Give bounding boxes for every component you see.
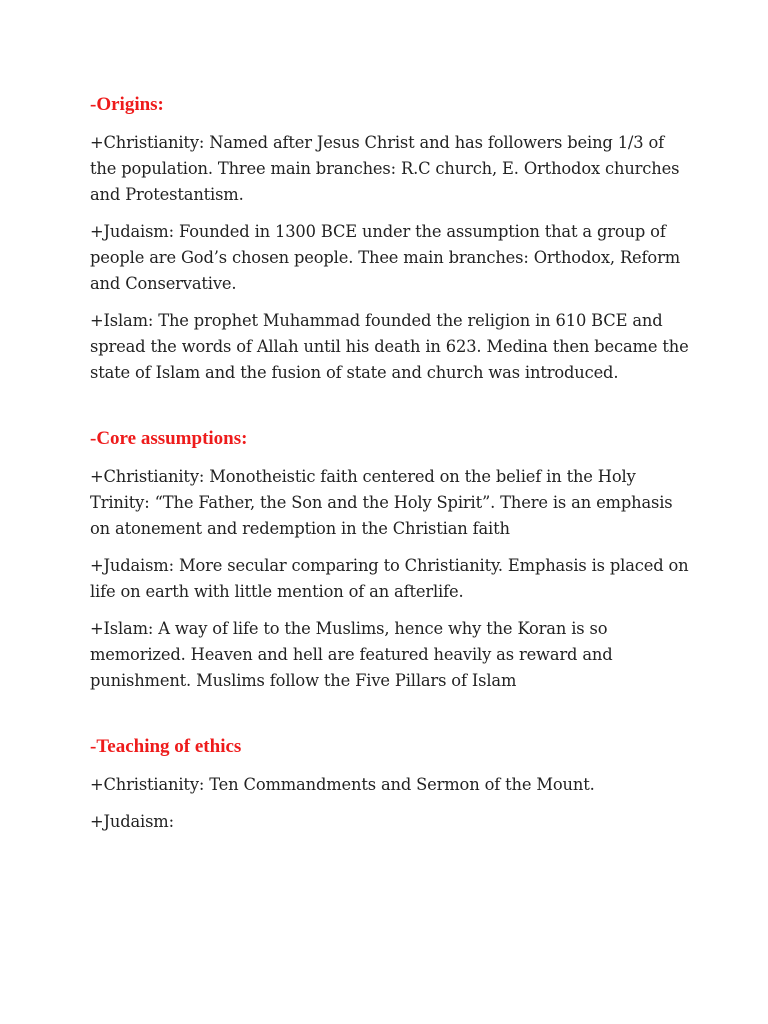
paragraph-ethics-judaism: +Judaism: [90,812,174,831]
paragraph-core-christianity: +Christianity: Monotheistic faith centered on the belief in the Holy Trinity: “The Father, the Son and the Holy Spirit”. There is an emphasis on atonement and redemption in the Christian faith [90,467,673,538]
section-origins [90,92,690,386]
paragraph-origins-judaism: +Judaism: Founded in 1300 BCE under the assumption that a group of people are God’s chosen people. Thee main branches: Orthodox, Reform and Conservative. [90,222,680,293]
paragraph-core-islam: +Islam: A way of life to the Muslims, hence why the Koran is so memorized. Heaven and hell are featured heavily as reward and punishment. Muslims follow the Five Pillars of Islam [90,619,613,690]
section-heading-origins: -Origins: [90,94,164,115]
paragraph-origins-christianity: +Christianity: Named after Jesus Christ and has followers being 1/3 of the population. Three main branches: R.C church, E. Orthodox churches and Protestantism. [90,133,680,204]
paragraph-core-judaism: +Judaism: More secular comparing to Christianity. Emphasis is placed on life on earth with little mention of an afterlife. [90,556,689,601]
section-heading-teaching-of-ethics: -Teaching of ethics [90,736,242,757]
paragraph-ethics-christianity: +Christianity: Ten Commandments and Sermon of the Mount. [90,775,595,794]
document-body [90,92,690,835]
section-core-assumptions [90,426,690,694]
section-heading-core-assumptions: -Core assumptions: [90,428,248,449]
section-teaching-of-ethics [90,734,690,835]
paragraph-origins-islam: +Islam: The prophet Muhammad founded the religion in 610 BCE and spread the words of Allah until his death in 623. Medina then became the state of Islam and the fusion of state and church was introduced. [90,311,689,382]
